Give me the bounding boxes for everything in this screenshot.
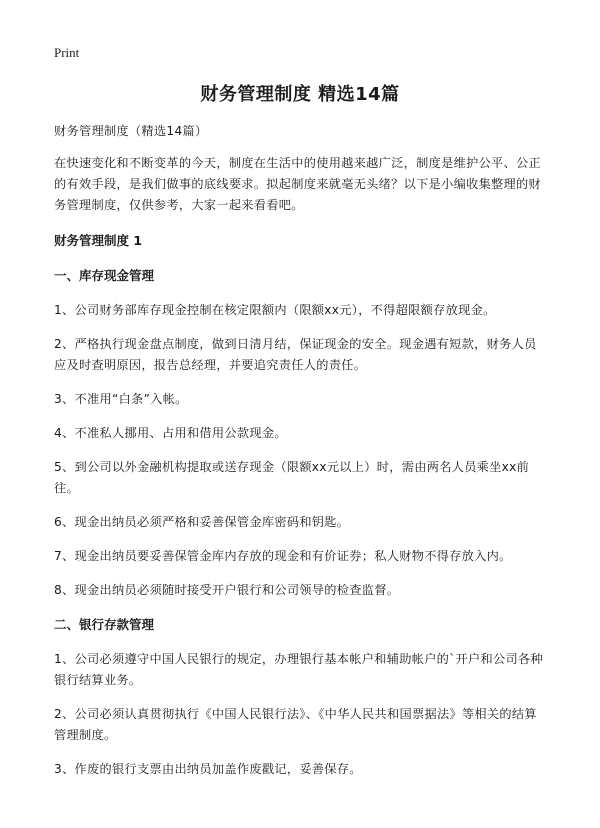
part-heading-cash: 一、库存现金管理 bbox=[54, 268, 155, 283]
section-title: 财务管理制度 1 bbox=[54, 233, 143, 248]
list-item: 8、现金出纳员必须随时接受开户银行和公司领导的检查监督。 bbox=[54, 583, 400, 597]
intro-paragraph: 在快速变化和不断变革的今天，制度在生活中的使用越来越广泛，制度是维护公平、公正的有效手段，是我们做事的底线要求。拟起制度来就毫无头绪？以下是小编收集整理的财务管理制度，仅供参考，大家一起来看看吧。 bbox=[54, 156, 542, 212]
intro-subtitle: 财务管理制度（精选14篇） bbox=[54, 124, 208, 138]
list-item: 2、严格执行现金盘点制度，做到日清月结，保证现金的安全。现金遇有短款，财务人员应及时查明原因，报告总经理，并要追究责任人的责任。 bbox=[54, 337, 537, 372]
article-body bbox=[54, 121, 548, 793]
list-item: 1、公司必须遵守中国人民银行的规定，办理银行基本帐户和辅助帐户的`开户和公司各种银行结算业务。 bbox=[54, 652, 543, 687]
list-item: 4、不准私人挪用、占用和借用公款现金。 bbox=[54, 426, 287, 440]
list-item: 6、现金出纳员必须严格和妥善保管金库密码和钥匙。 bbox=[54, 515, 350, 529]
part-heading-bank: 二、银行存款管理 bbox=[54, 617, 155, 632]
list-item: 5、到公司以外金融机构提取或送存现金（限额xx元以上）时，需由两名人员乘坐xx前往。 bbox=[54, 460, 530, 495]
list-item: 3、作废的银行支票由出纳员加盖作废戳记，妥善保存。 bbox=[54, 762, 362, 776]
page-title: 财务管理制度 精选14篇 bbox=[200, 84, 400, 105]
print-link[interactable]: Print bbox=[54, 45, 80, 60]
list-item: 2、公司必须认真贯彻执行《中国人民银行法》、《中华人民共和国票据法》等相关的结算管理制度。 bbox=[54, 707, 537, 742]
list-item: 7、现金出纳员要妥善保管金库内存放的现金和有价证券；私人财物不得存放入内。 bbox=[54, 549, 512, 563]
list-item: 1、公司财务部库存现金控制在核定限额内（限额xx元），不得超限额存放现金。 bbox=[54, 303, 496, 317]
list-item: 3、不准用“白条”入帐。 bbox=[54, 392, 188, 406]
